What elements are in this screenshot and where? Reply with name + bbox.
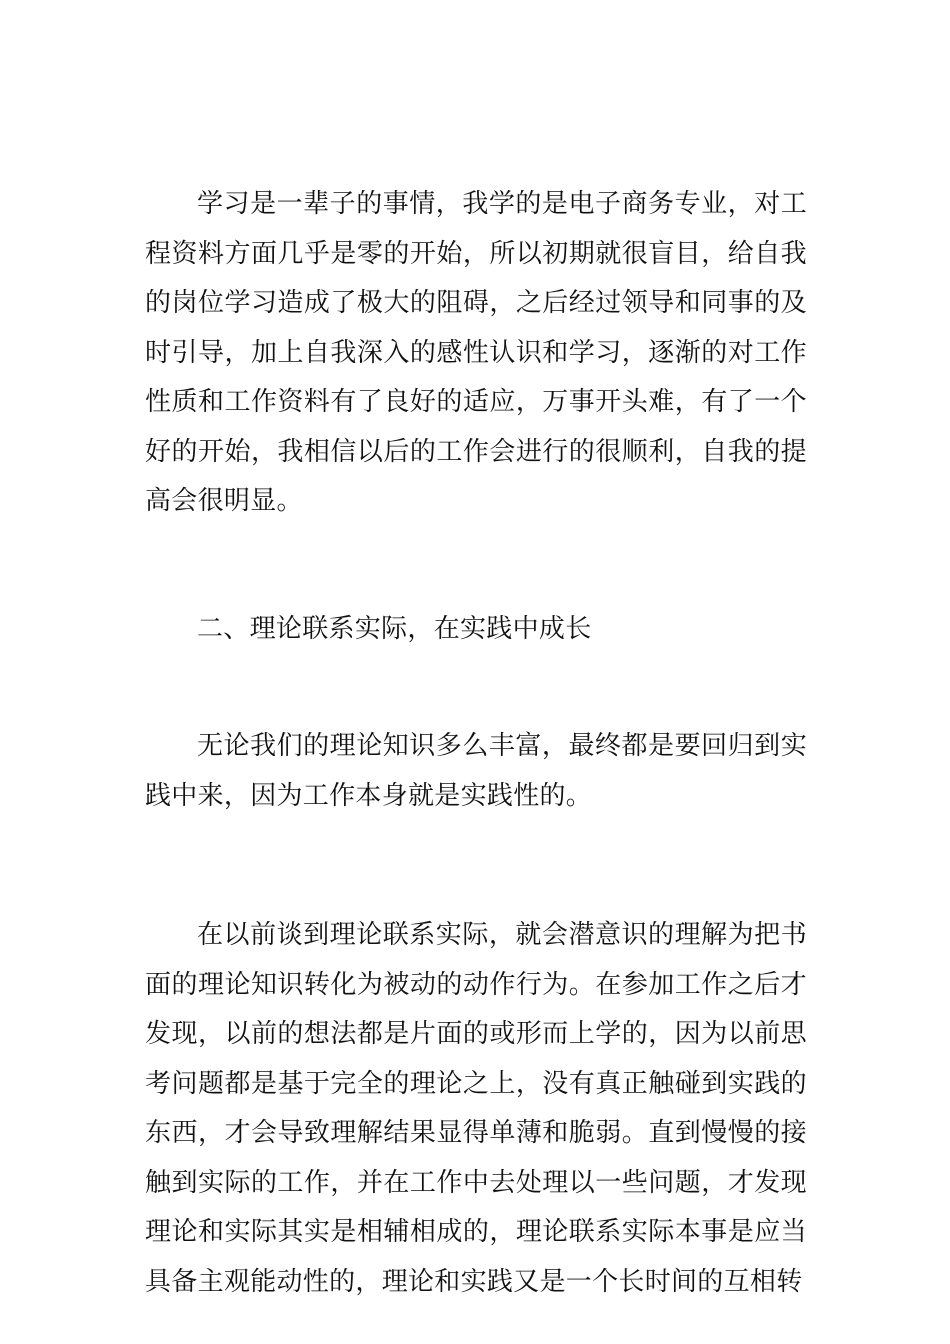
paragraph-learning: 学习是一辈子的事情，我学的是电子商务专业，对工程资料方面几乎是零的开始，所以初期就很盲目，给自我的岗位学习造成了极大的阻碍，之后经过领导和同事的及时引导，加上自我深入的感性认识和学习，逐渐的对工作性质和工作资料有了良好的适应，万事开头难，有了一个好的开始，我相信以后的工作会进行的很顺利，自我的提高会很明显。 (145, 189, 807, 516)
paragraph-theory-and-practice: 在以前谈到理论联系实际，就会潜意识的理解为把书面的理论知识转化为被动的动作行为。在参加工作之后才发现，以前的想法都是片面的或形而上学的，因为以前思考问题都是基于完全的理论之上，没有真正触碰到实践的东西，才会导致理解结果显得单薄和脆弱。直到慢慢的接触到实际的工作，并在工作中去处理以一些问题，才发现理论和实际其实是相辅相成的，理论联系实际本事是应当具备主观能动性的，理论和实践又是一个长时间的互相转 (145, 920, 807, 1297)
document-page (145, 180, 807, 1307)
section-heading-theory-practice: 二、理论联系实际，在实践中成长 (197, 613, 592, 644)
paragraph-return-to-practice: 无论我们的理论知识多么丰富，最终都是要回归到实践中来，因为工作本身就是实践性的。 (145, 731, 807, 811)
